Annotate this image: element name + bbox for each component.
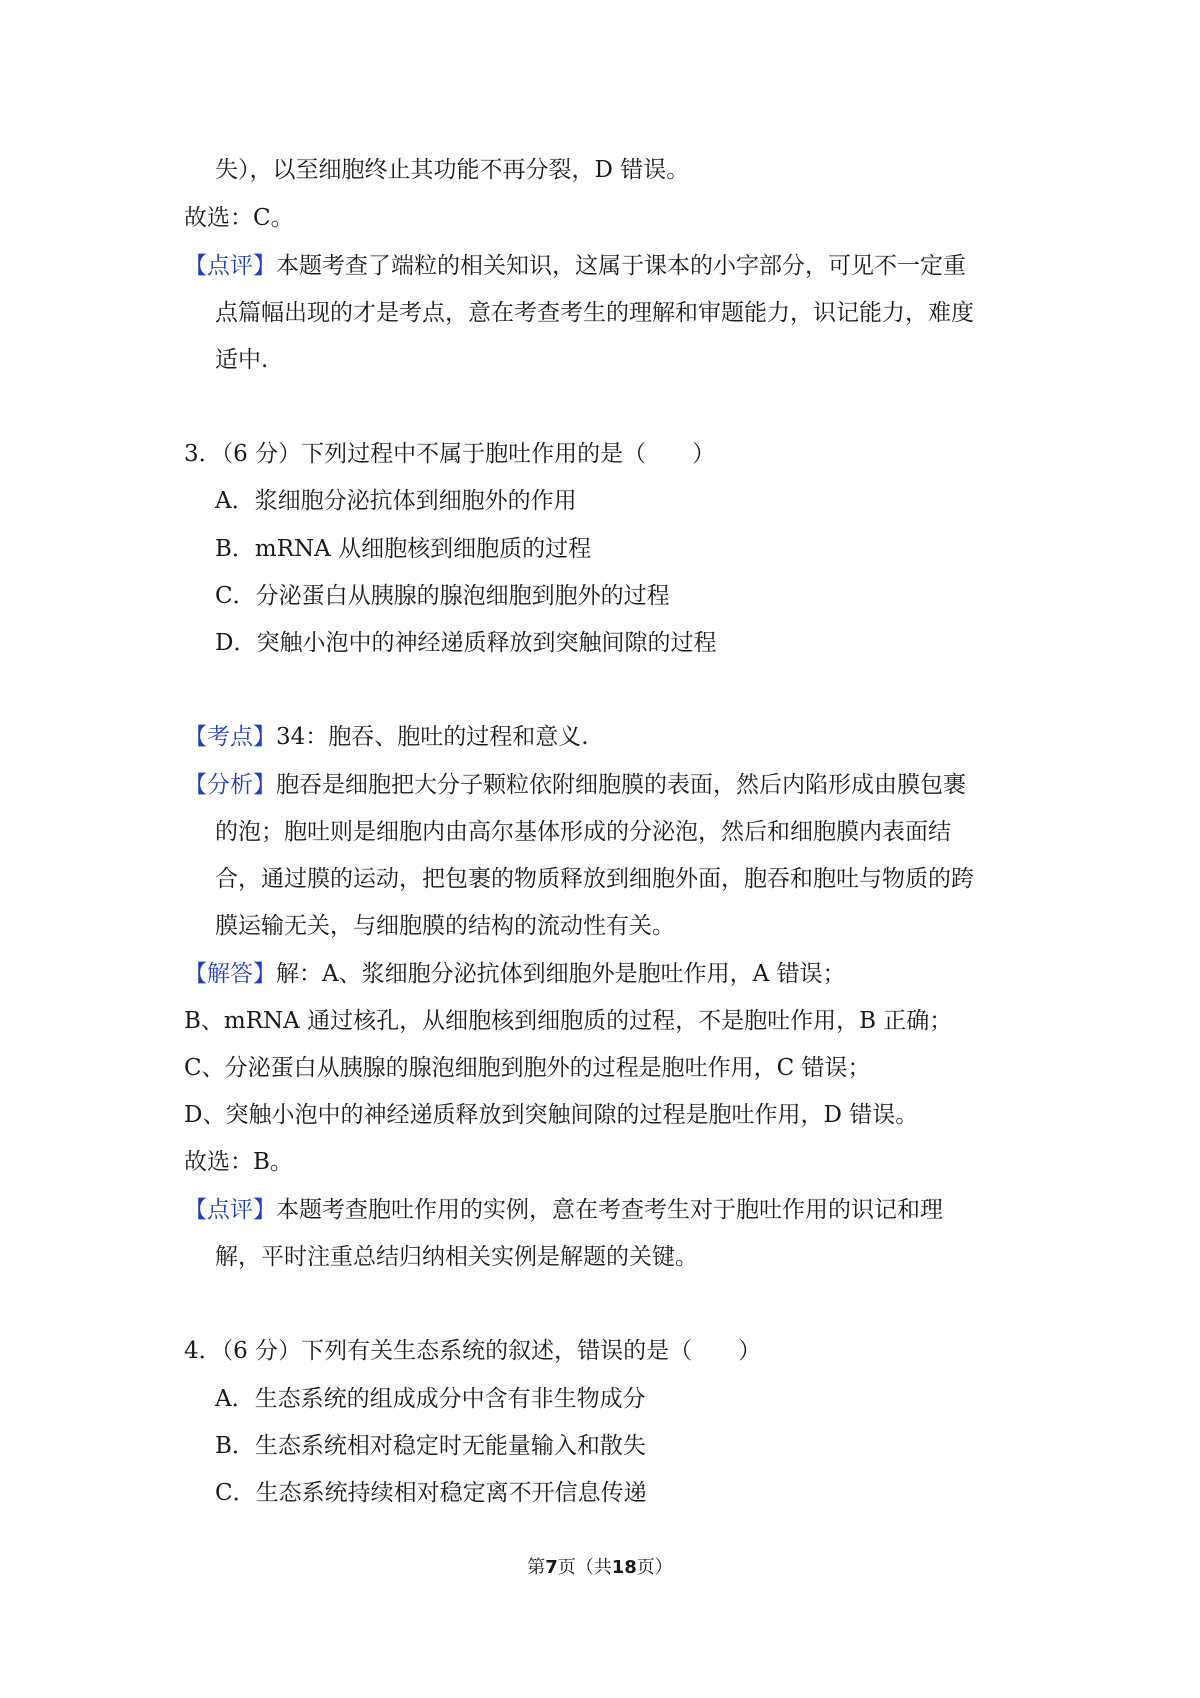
q3-jieda-line-2: B、mRNA 通过核孔，从细胞核到细胞质的过程，不是胞吐作用，B 正确； [184,1008,953,1034]
q3-option-b: B．mRNA 从细胞核到细胞质的过程 [215,536,592,562]
fenxi-tag: 【分析】 [184,772,276,798]
footer-page-number: 7 [545,1557,558,1578]
prev-answer: 故选：C。 [184,205,294,231]
q3-jieda-line-4: D、突触小泡中的神经递质释放到突触间隙的过程是胞吐作用，D 错误。 [184,1102,919,1128]
q3-stem: 3．（6 分）下列过程中不属于胞吐作用的是（ ） [184,441,716,467]
q3-jieda-line-3: C、分泌蛋白从胰腺的腺泡细胞到胞外的过程是胞吐作用，C 错误； [184,1055,871,1081]
q3-fenxi-line-3: 合，通过膜的运动，把包裹的物质释放到细胞外面，胞吞和胞吐与物质的跨 [215,866,974,892]
q3-comment-line-1 [184,1194,943,1226]
q4-option-c: C．生态系统持续相对稳定离不开信息传递 [215,1480,647,1506]
footer-total-pages: 18 [611,1557,637,1578]
q3-option-a: A．浆细胞分泌抗体到细胞外的作用 [215,488,577,514]
footer-middle: 页（共 [557,1557,612,1578]
q3-kaodian [184,721,589,753]
page-footer [0,1556,1200,1580]
q4-option-a: A．生态系统的组成成分中含有非生物成分 [215,1386,646,1412]
comment-text: 本题考查了端粒的相关知识，这属于课本的小字部分，可见不一定重 [276,253,966,279]
prev-explanation-line: 失），以至细胞终止其功能不再分裂，D 错误。 [215,157,690,183]
kaodian-text: 34：胞吞、胞吐的过程和意义. [276,724,589,750]
q3-jieda-line-1 [184,958,846,990]
prev-comment-line-1 [184,250,966,282]
comment-tag: 【点评】 [184,1197,276,1223]
q4-stem: 4．（6 分）下列有关生态系统的叙述，错误的是（ ） [184,1338,762,1364]
jieda-tag: 【解答】 [184,961,276,987]
q3-option-c: C．分泌蛋白从胰腺的腺泡细胞到胞外的过程 [215,583,670,609]
q3-fenxi-line-2: 的泡；胞吐则是细胞内由高尔基体形成的分泌泡，然后和细胞膜内表面结 [215,819,951,845]
prev-comment-line-2: 点篇幅出现的才是考点，意在考查考生的理解和审题能力，识记能力，难度 [215,300,974,326]
q3-fenxi-line-1 [184,769,966,801]
footer-suffix: 页） [636,1557,673,1578]
q3-answer: 故选：B。 [184,1149,293,1175]
q3-option-d: D．突触小泡中的神经递质释放到突触间隙的过程 [215,630,717,656]
comment-text: 本题考查胞吐作用的实例，意在考查考生对于胞吐作用的识记和理 [276,1197,943,1223]
fenxi-text: 胞吞是细胞把大分子颗粒依附细胞膜的表面，然后内陷形成由膜包裹 [276,772,966,798]
kaodian-tag: 【考点】 [184,724,276,750]
prev-comment-line-3: 适中. [215,347,269,373]
footer-prefix: 第 [527,1557,546,1578]
jieda-text: 解：A、浆细胞分泌抗体到细胞外是胞吐作用，A 错误； [276,961,846,987]
q3-comment-line-2: 解，平时注重总结归纳相关实例是解题的关键。 [215,1244,698,1270]
comment-tag: 【点评】 [184,253,276,279]
q3-fenxi-line-4: 膜运输无关，与细胞膜的结构的流动性有关。 [215,913,675,939]
q4-option-b: B．生态系统相对稳定时无能量输入和散失 [215,1433,646,1459]
